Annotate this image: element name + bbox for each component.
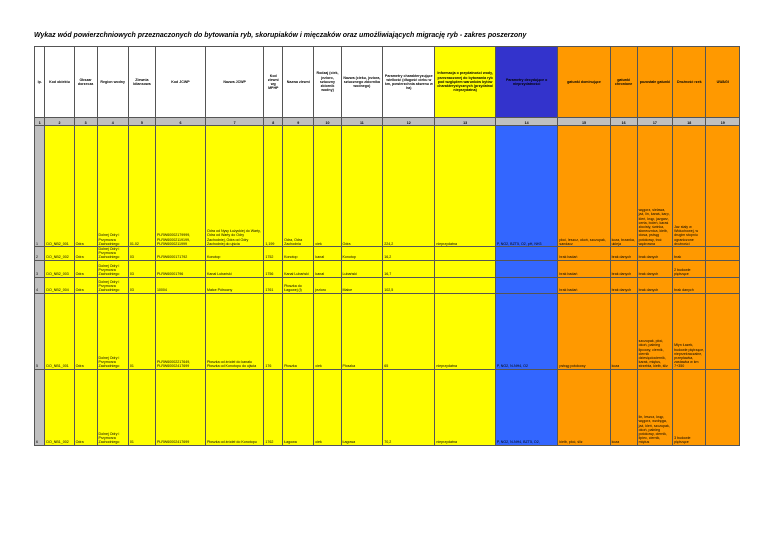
table-cell: PLRW60002179999, PLRW60002119199, PLRW6000211999 — [155, 126, 205, 247]
table-cell: Lubański — [341, 260, 383, 277]
table-cell — [706, 260, 740, 277]
table-cell: P, NO2, N-NH4, O2 — [495, 293, 558, 369]
table-cell: Odra — [74, 260, 97, 277]
table-cell: 3 — [35, 260, 45, 277]
column-header: Kod JCWP — [155, 47, 205, 118]
table-cell: 1756 — [264, 260, 283, 277]
column-header: pozostałe gatunki — [637, 47, 672, 118]
column-number: 16 — [610, 118, 637, 126]
table-cell: 16,7 — [383, 260, 435, 277]
table-cell — [435, 247, 495, 261]
column-number: 9 — [283, 118, 314, 126]
table-cell: 03 — [128, 247, 155, 261]
table-cell: Odra — [74, 277, 97, 293]
table-cell: PLRW6000171792 — [155, 247, 205, 261]
table-row — [35, 126, 740, 247]
table-cell: Konotop — [205, 247, 263, 261]
table-cell: szczupak, płoć, okoń, palnieg lipcowy, ciernik, ciernik dziesięciociernik, karaś, miętus, strzebla, kiełb, śliz — [637, 293, 672, 369]
table-cell: 01 — [128, 293, 155, 369]
column-header: Nazwa JCWP — [205, 47, 263, 118]
column-number: 12 — [383, 118, 435, 126]
column-number: 13 — [435, 118, 495, 126]
column-header: Drożność rzek — [673, 47, 706, 118]
table-cell: Małce Północny — [205, 277, 263, 293]
table-row — [35, 293, 740, 369]
table-cell: nieprzydatna — [435, 369, 495, 445]
table-cell — [495, 247, 558, 261]
table-cell: pstrąg potokowy — [558, 293, 610, 369]
table-cell: brak badań — [558, 277, 610, 293]
table-cell: brak danych — [610, 260, 637, 277]
column-header: Nazwa zlewni — [283, 47, 314, 118]
column-header: Nazwa (cieku, jeziora, sztucznego zbiornika wodnego) — [341, 47, 383, 118]
table-cell: Odra — [74, 126, 97, 247]
column-header: Kod zlewni wg MPHP — [264, 47, 283, 118]
column-header: Region wodny — [97, 47, 128, 118]
table-cell: Konotop — [283, 247, 314, 261]
table-cell: 16,2 — [383, 247, 435, 261]
table-cell: 2 budowle piętrzące — [673, 260, 706, 277]
table-cell: PLRW60002217649, PLRW60002417699 — [155, 293, 205, 369]
table-cell: DO_NB2_003 — [45, 260, 74, 277]
table-cell: 1,199 — [264, 126, 283, 247]
table-cell: lin, leszcz, krąp, węgorz, wzdręga, jaź, kleń, szczupak, okoń, palnieg potokowy, ciernik, lipiec, ciernik, miętus — [637, 369, 672, 445]
table-cell: węgorz, sielawa, jaź, lin, karaś, karp, kleń, krąp, jazgarz, certa, boleń, karaś złocisty, świnka, słonecznica, kiełb, ciosa, pstrąg potokowy, troć wędrowna — [637, 126, 672, 247]
table-cell — [706, 277, 740, 293]
table-cell: 65 — [383, 293, 435, 369]
table-cell: DO_NB2_001 — [45, 126, 74, 247]
column-number: 1 — [35, 118, 45, 126]
table-cell: ciek — [314, 293, 341, 369]
table-cell: 1752 — [264, 247, 283, 261]
table-cell: 5 — [35, 293, 45, 369]
table-cell: 2 — [35, 247, 45, 261]
table-cell: nieprzydatna — [435, 126, 495, 247]
table-cell: 176 — [264, 293, 283, 369]
column-header: Rodzaj (ciek, jezioro, sztuczny zbiornik wodny) — [314, 47, 341, 118]
table-cell: Kanał Lubański — [283, 260, 314, 277]
table-cell — [435, 277, 495, 293]
table-cell — [435, 260, 495, 277]
column-number: 2 — [45, 118, 74, 126]
table-cell: jezioro — [314, 277, 341, 293]
column-header: Parametry charakteryzujące wielkość (długość cieku w km, powierzchnia akwenu w ha) — [383, 47, 435, 118]
table-row — [35, 369, 740, 445]
document-title: Wykaz wód powierzchniowych przeznaczonych do bytowania ryb, skorupiaków i mięczaków oraz umożliwiających migrację ryb - zakres poszerzony — [34, 32, 527, 39]
table-row — [35, 277, 740, 293]
table-row — [35, 247, 740, 261]
table-cell: Odra — [74, 293, 97, 369]
table-cell: P, NO2, BZT5, O2, pH, NH3 — [495, 126, 558, 247]
table-cell: Konotop — [341, 247, 383, 261]
table-cell: brak badań — [558, 247, 610, 261]
table-cell: płoć, leszcz, okoń, szczupak, sandacz — [558, 126, 610, 247]
table-cell: 6 — [35, 369, 45, 445]
table-cell: Łagowa — [283, 369, 314, 445]
table-cell: 1 — [35, 126, 45, 247]
table-cell: Łagowa — [341, 369, 383, 445]
table-cell: 3 budowle piętrzące — [673, 369, 706, 445]
column-number: 15 — [558, 118, 610, 126]
table-cell: PLRW60001796 — [155, 260, 205, 277]
column-header: Obszar dorzecza — [74, 47, 97, 118]
column-number: 4 — [97, 118, 128, 126]
table-cell: Odra — [74, 247, 97, 261]
table-cell: Dolnej Odry i Przymorza Zachodniego — [97, 369, 128, 445]
table-cell: Kanał Lubański — [205, 260, 263, 277]
table-cell — [706, 369, 740, 445]
table-cell: DO_NB1_001 — [45, 293, 74, 369]
table-cell: Płoszka — [283, 293, 314, 369]
table-cell: 70,2 — [383, 369, 435, 445]
table-cell: nieprzydatna — [435, 293, 495, 369]
table-cell — [706, 293, 740, 369]
column-header: lp. — [35, 47, 45, 118]
column-number: 17 — [637, 118, 672, 126]
column-header: gatunki chronione — [610, 47, 637, 118]
table-cell: Dolnej Odry i Przymorza Zachodniego — [97, 247, 128, 261]
table-cell: DO_NB2_002 — [45, 247, 74, 261]
table-cell: 10004 — [155, 277, 205, 293]
table-cell: Płoszka od źródeł do kanału Płoszka od Konotopu do ujścia — [205, 293, 263, 369]
table-cell: Jaz stały w Widuchowej, w drugim stopniu ograniczone drożności — [673, 126, 706, 247]
column-header: UWAGI — [706, 47, 740, 118]
column-header: gatunki dominujące — [558, 47, 610, 118]
table-cell — [706, 126, 740, 247]
table-cell: Odra — [341, 126, 383, 247]
table-cell: Płoszka — [341, 293, 383, 369]
table-cell: brak danych — [610, 277, 637, 293]
table-cell — [706, 247, 740, 261]
table-cell: 102,5 — [383, 277, 435, 293]
column-number: 18 — [673, 118, 706, 126]
table-cell: 01 — [128, 369, 155, 445]
table-cell: koza — [610, 369, 637, 445]
table-cell: Dolnej Odry i Przymorza Zachodniego — [97, 293, 128, 369]
table-cell: 01.02 — [128, 126, 155, 247]
table-cell — [495, 277, 558, 293]
column-number: 8 — [264, 118, 283, 126]
table-cell: ciek — [314, 369, 341, 445]
column-number: 7 — [205, 118, 263, 126]
table-cell: 03 — [128, 277, 155, 293]
table-cell: 1762 — [264, 369, 283, 445]
table-cell — [495, 260, 558, 277]
table-cell: brak danych — [610, 247, 637, 261]
table-cell: kanał — [314, 260, 341, 277]
table-cell: brak danych — [637, 247, 672, 261]
table-cell: brak — [673, 247, 706, 261]
table-cell: brak danych — [637, 277, 672, 293]
column-number-row — [35, 118, 740, 126]
table-cell: kanał — [314, 247, 341, 261]
table-cell: Młyn Łazek, budowle piętrzące, nieprzekraczalne, przepławka, zastawka w km 7+350 — [673, 293, 706, 369]
column-number: 10 — [314, 118, 341, 126]
column-number: 11 — [341, 118, 383, 126]
header-row — [35, 47, 740, 118]
table-cell: 4 — [35, 277, 45, 293]
table-cell: Płoszka do Łagowej (l) — [283, 277, 314, 293]
table-cell: PLRW60002417699 — [155, 369, 205, 445]
column-header: Kod obiektu — [45, 47, 74, 118]
table-cell: Dolnej Odry i Przymorza Zachodniego — [97, 126, 128, 247]
table-cell: Dolnej Odry i Przymorza Zachodniego — [97, 260, 128, 277]
column-number: 19 — [706, 118, 740, 126]
table-cell: 03 — [128, 260, 155, 277]
table-cell: Odra, Odra Zachodnia — [283, 126, 314, 247]
column-header: Informacja o przydatności wody, przeznaczonej do bytowania ryb pod względem warunków bytów charakterystycznych (przydatna/ nieprzydatna) — [435, 47, 495, 118]
column-number: 5 — [128, 118, 155, 126]
table-cell: Odra — [74, 369, 97, 445]
table-cell: koza — [610, 293, 637, 369]
table-cell: Płoszka od źródeł do Konotopu — [205, 369, 263, 445]
table-cell: brak danych — [637, 260, 672, 277]
table-cell: Dolnej Odry i Przymorza Zachodniego — [97, 277, 128, 293]
table-cell: DO_NB1_002 — [45, 369, 74, 445]
column-header: Parametry decydujące o nieprzydatności — [495, 47, 558, 118]
fish-waters-table — [34, 46, 740, 446]
table-cell: 224,2 — [383, 126, 435, 247]
table-cell: brak danych — [673, 277, 706, 293]
table-cell: P, NO2, N-NH4, BZT5, O2, — [495, 369, 558, 445]
table-cell: brak badań — [558, 260, 610, 277]
table-row — [35, 260, 740, 277]
table-cell: Małce — [341, 277, 383, 293]
column-header: Zlewnia bilansowa — [128, 47, 155, 118]
column-number: 14 — [495, 118, 558, 126]
column-number: 3 — [74, 118, 97, 126]
table-cell: 1761 — [264, 277, 283, 293]
table-cell: DO_NB2_004 — [45, 277, 74, 293]
table-cell: kiełb, płoć, śliz — [558, 369, 610, 445]
column-number: 6 — [155, 118, 205, 126]
table-cell: ciek — [314, 126, 341, 247]
table-cell: Odra od Nysy Łużyckiej do Warty, Odra od Warty do Odry Zachodniej, Odra od Odry Zachodniej do ujścia — [205, 126, 263, 247]
table-cell: koza, brzanka, ukleja — [610, 126, 637, 247]
